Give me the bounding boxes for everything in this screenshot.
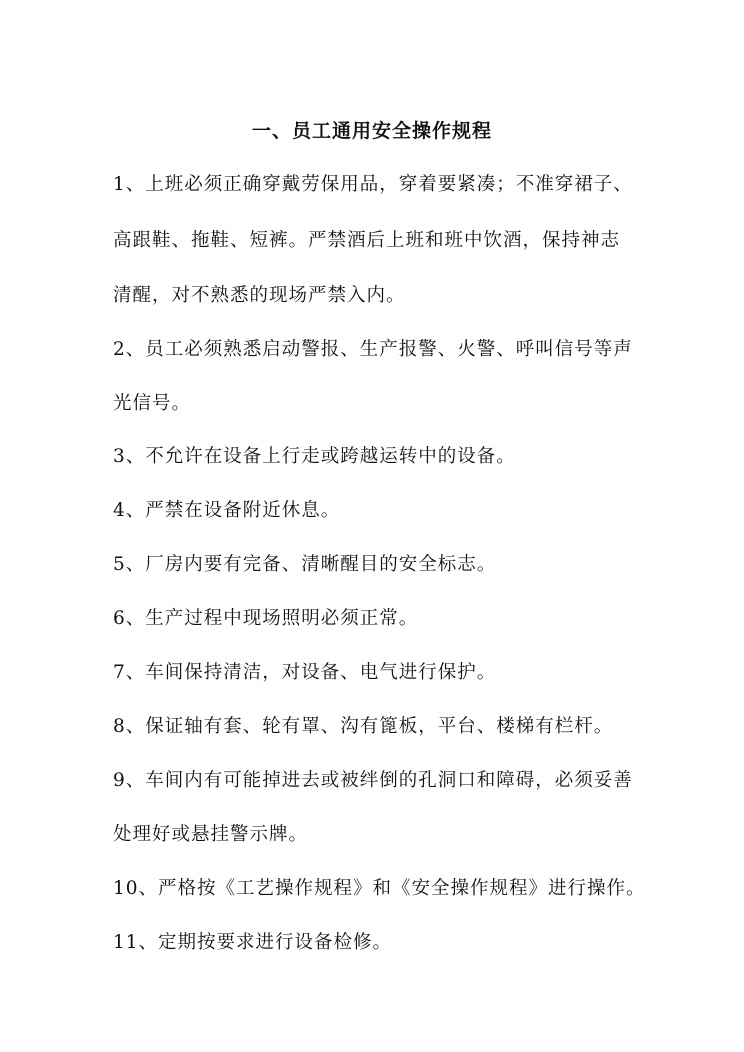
rule-4: 4、严禁在设备附近休息。 — [113, 500, 341, 521]
rule-9-line-1: 9、车间内有可能掉进去或被绊倒的孔洞口和障碍，必须妥善 — [113, 770, 633, 791]
rule-1-line-2: 高跟鞋、拖鞋、短裤。严禁酒后上班和班中饮酒，保持神志 — [113, 230, 621, 251]
rule-7: 7、车间保持清洁，对设备、电气进行保护。 — [113, 662, 497, 683]
rule-5: 5、厂房内要有完备、清晰醒目的安全标志。 — [113, 554, 497, 575]
rule-3: 3、不允许在设备上行走或跨越运转中的设备。 — [113, 446, 516, 467]
rule-10: 10、严格按《工艺操作规程》和《安全操作规程》进行操作。 — [113, 878, 646, 899]
rule-8: 8、保证轴有套、轮有罩、沟有篦板，平台、楼梯有栏杆。 — [113, 716, 614, 737]
rule-9-line-2: 处理好或悬挂警示牌。 — [113, 824, 309, 845]
rule-2-line-1: 2、员工必须熟悉启动警报、生产报警、火警、呼叫信号等声 — [113, 339, 633, 360]
rule-1-line-1: 1、上班必须正确穿戴劳保用品，穿着要紧凑；不准穿裙子、 — [113, 174, 633, 195]
rule-2-line-2: 光信号。 — [113, 393, 192, 414]
rule-6: 6、生产过程中现场照明必须正常。 — [113, 608, 419, 629]
rule-11: 11、定期按要求进行设备检修。 — [113, 932, 393, 953]
rule-1-line-3: 清醒，对不熟悉的现场严禁入内。 — [113, 285, 406, 306]
document-title: 一、员工通用安全操作规程 — [251, 120, 492, 142]
